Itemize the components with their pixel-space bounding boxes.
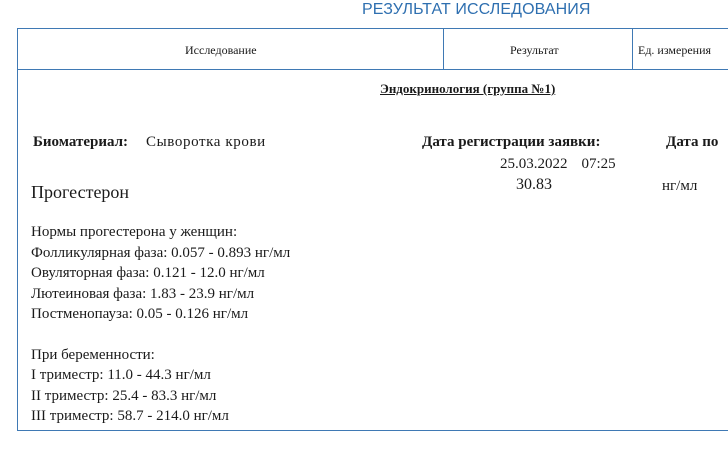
test-result-value: 30.83: [516, 176, 552, 193]
test-name: Прогестерон: [31, 182, 130, 202]
column-header-study: Исследование: [185, 43, 257, 57]
header-separator: [17, 69, 728, 70]
norms-women-heading: Нормы прогестерона у женщин:: [31, 224, 238, 240]
section-title: Эндокринология (группа №1): [380, 81, 556, 96]
test-unit: нг/мл: [662, 178, 698, 194]
registration-datetime: [500, 156, 616, 173]
registration-time: 07:25: [581, 156, 616, 172]
norm-line: Фолликулярная фаза: 0.057 - 0.893 нг/мл: [31, 244, 291, 261]
norm-line: Овуляторная фаза: 0.121 - 12.0 нг/мл: [31, 265, 265, 281]
norm-line: I триместр: 11.0 - 44.3 нг/мл: [31, 367, 211, 383]
norm-line: III триместр: 58.7 - 214.0 нг/мл: [31, 408, 229, 424]
column-divider-result-unit: [632, 28, 633, 69]
column-header-unit: Ед. измерения: [638, 43, 712, 57]
registration-date-label: Дата регистрации заявки:: [422, 134, 601, 150]
norms-spacer: [31, 325, 290, 345]
column-divider-study-result: [443, 28, 444, 69]
biomaterial-label: Биоматериал:: [33, 134, 129, 150]
column-header-result: Результат: [510, 43, 559, 57]
norm-line: Постменопауза: 0.05 - 0.126 нг/мл: [31, 306, 249, 322]
document-title: РЕЗУЛЬТАТ ИССЛЕДОВАНИЯ: [362, 1, 591, 18]
norm-line: II триместр: 25.4 - 83.3 нг/мл: [31, 387, 217, 404]
norms-pregnancy-heading: При беременности:: [31, 346, 155, 363]
reference-norms: [31, 222, 290, 427]
registration-date: 25.03.2022: [500, 156, 568, 172]
next-date-label: Дата по: [666, 134, 719, 150]
norm-line: Лютеиновая фаза: 1.83 - 23.9 нг/мл: [31, 285, 255, 302]
biomaterial-value: Сыворотка крови: [146, 134, 266, 150]
